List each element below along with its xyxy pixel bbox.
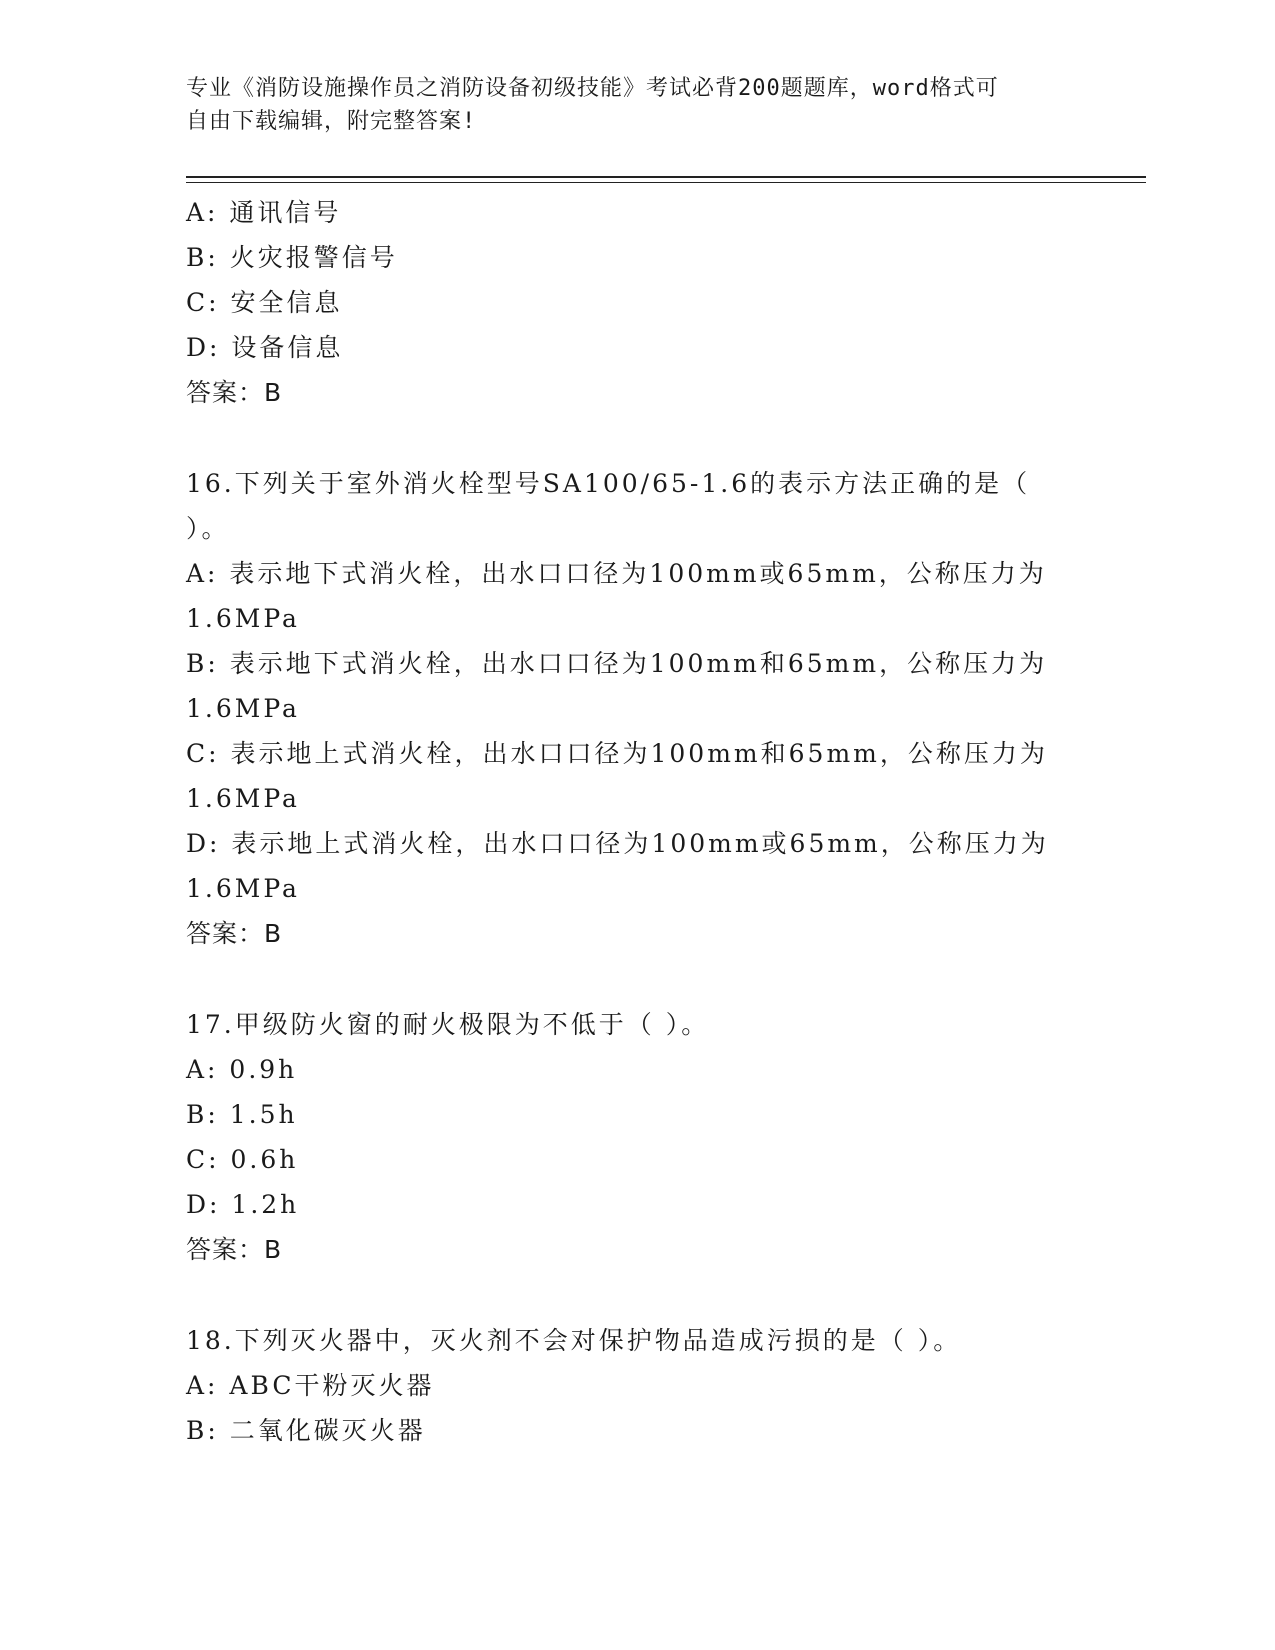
header-divider-thick — [186, 176, 1146, 178]
option-b: B: 二氧化碳灭火器 — [186, 1416, 426, 1445]
answer: 答案：B — [186, 378, 283, 407]
question-list — [186, 190, 1086, 1453]
option-c-continued: 1.6MPa — [186, 784, 300, 813]
option-b: B: 火灾报警信号 — [186, 243, 398, 272]
option-d: D: 表示地上式消火栓，出水口口径为100mm或65mm，公称压力为 — [186, 829, 1049, 858]
question-17 — [186, 1002, 1086, 1272]
option-b: B: 表示地下式消火栓，出水口口径为100mm和65mm，公称压力为 — [186, 649, 1048, 678]
question-stem: 16.下列关于室外消火栓型号SA100/65-1.6的表示方法正确的是（ — [186, 469, 1031, 498]
question-15 — [186, 190, 1086, 415]
option-c: C: 表示地上式消火栓，出水口口径为100mm和65mm，公称压力为 — [186, 739, 1048, 768]
question-stem: 18.下列灭火器中，灭火剂不会对保护物品造成污损的是（ ）。 — [186, 1326, 962, 1355]
option-a: A: 0.9h — [186, 1055, 298, 1084]
option-c: C: 安全信息 — [186, 288, 343, 317]
option-d-continued: 1.6MPa — [186, 874, 300, 903]
option-a: A: ABC干粉灭火器 — [186, 1371, 435, 1400]
header-line-2: 自由下载编辑，附完整答案! — [186, 109, 477, 134]
header-divider-thin — [186, 182, 1146, 183]
option-b: B: 1.5h — [186, 1100, 298, 1129]
option-a: A: 表示地下式消火栓，出水口口径为100mm或65mm，公称压力为 — [186, 559, 1047, 588]
document-header — [186, 72, 1066, 138]
question-stem: 17.甲级防火窗的耐火极限为不低于（ ）。 — [186, 1010, 710, 1039]
option-c: C: 0.6h — [186, 1145, 299, 1174]
question-18 — [186, 1318, 1086, 1453]
answer: 答案：B — [186, 1235, 283, 1264]
option-d: D: 设备信息 — [186, 333, 344, 362]
answer: 答案：B — [186, 919, 283, 948]
option-d: D: 1.2h — [186, 1190, 300, 1219]
question-stem-continued: ）。 — [186, 514, 230, 543]
header-line-1: 专业《消防设施操作员之消防设备初级技能》考试必背200题题库，word格式可 — [186, 76, 999, 101]
option-b-continued: 1.6MPa — [186, 694, 300, 723]
option-a: A: 通讯信号 — [186, 198, 342, 227]
option-a-continued: 1.6MPa — [186, 604, 300, 633]
question-16 — [186, 461, 1086, 956]
